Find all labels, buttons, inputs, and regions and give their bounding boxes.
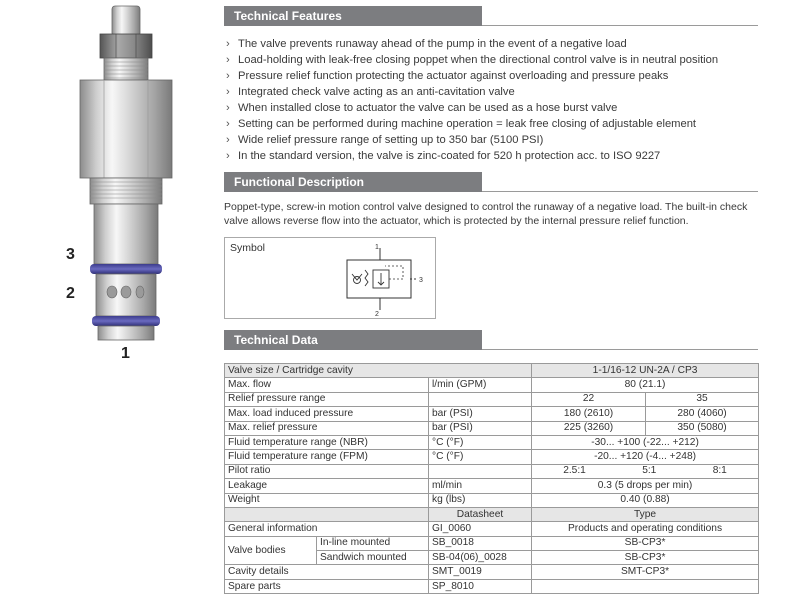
technical-data-heading: Technical Data	[224, 330, 482, 350]
pilot-ratio-value: 5:1	[642, 465, 657, 477]
table-row	[225, 579, 759, 593]
table-cell	[532, 579, 759, 593]
table-cell: 1-1/16-12 UN-2A / CP3	[532, 364, 759, 378]
functional-description-heading: Functional Description	[224, 172, 482, 192]
table-cell: 0.3 (5 drops per min)	[532, 479, 759, 493]
feature-item: › The valve prevents runaway ahead of the pump in the event of a negative load	[226, 38, 627, 50]
table-cell: SP_8010	[429, 579, 532, 593]
table-row	[225, 378, 759, 392]
feature-item: › When installed close to actuator the valve can be used as a hose burst valve	[226, 102, 618, 114]
table-cell: Leakage	[225, 479, 429, 493]
pilot-ratio-value: 2.5:1	[563, 465, 586, 477]
table-cell: SB-CP3*	[532, 536, 759, 550]
table-cell: General information	[225, 522, 429, 536]
features-list	[226, 36, 766, 164]
table-cell: Spare parts	[225, 579, 429, 593]
symbol-label: Symbol	[230, 242, 266, 254]
heading-rule	[482, 25, 758, 26]
symbol-port-3: 3	[419, 277, 423, 284]
feature-item: › Load-holding with leak-free closing poppet when the directional control valve is in neutral position	[226, 54, 719, 66]
table-cell: Max. flow	[225, 378, 429, 392]
feature-item: › Integrated check valve acting as an anti-cavitation valve	[226, 86, 515, 98]
table-cell: 22	[532, 392, 646, 406]
table-row	[225, 464, 759, 478]
table-cell: 225 (3260)	[532, 421, 646, 435]
table-cell: Max. load induced pressure	[225, 407, 429, 421]
table-cell: kg (lbs)	[429, 493, 532, 507]
port-label-3: 3	[66, 246, 75, 263]
table-cell: Datasheet	[429, 507, 532, 521]
table-cell: l/min (GPM)	[429, 378, 532, 392]
table-cell: SB-CP3*	[532, 551, 759, 565]
table-row	[225, 493, 759, 507]
valve-cartridge-image	[60, 0, 190, 370]
table-cell: Fluid temperature range (NBR)	[225, 435, 429, 449]
hydraulic-symbol-diagram	[325, 240, 435, 318]
table-cell: SMT-CP3*	[532, 565, 759, 579]
table-cell: 0.40 (0.88)	[532, 493, 759, 507]
functional-description-text: Poppet-type, screw-in motion control valve designed to control the runaway of a negative load. The built-in check valve allows reverse flow into the actuator, which is protected by the internal pressure relief function.	[224, 201, 748, 227]
heading-rule	[482, 349, 758, 350]
table-row	[225, 450, 759, 464]
table-cell	[532, 464, 759, 478]
table-cell	[429, 464, 532, 478]
table-row	[225, 364, 759, 378]
feature-item: › Pressure relief function protecting the actuator against overloading and pressure peaks	[226, 70, 669, 82]
feature-item: › Wide relief pressure range of setting up to 350 bar (5100 PSI)	[226, 134, 544, 146]
table-row	[225, 392, 759, 406]
table-cell: Relief pressure range	[225, 392, 429, 406]
table-row	[225, 479, 759, 493]
table-cell: Type	[532, 507, 759, 521]
table-cell: 180 (2610)	[532, 407, 646, 421]
table-cell: Weight	[225, 493, 429, 507]
pilot-ratio-value: 8:1	[712, 465, 727, 477]
table-cell: SB-04(06)_0028	[429, 551, 532, 565]
table-cell	[225, 507, 429, 521]
table-cell: -20... +120 (-4... +248)	[532, 450, 759, 464]
hydraulic-symbol-box	[224, 237, 436, 319]
symbol-port-2: 2	[375, 311, 379, 318]
table-cell: °C (°F)	[429, 435, 532, 449]
symbol-port-1: 1	[375, 244, 379, 251]
table-cell: Cavity details	[225, 565, 429, 579]
table-cell: Pilot ratio	[225, 464, 429, 478]
table-cell: °C (°F)	[429, 450, 532, 464]
table-row	[225, 536, 759, 550]
table-row	[225, 421, 759, 435]
table-cell: 280 (4060)	[646, 407, 759, 421]
table-cell: In-line mounted	[317, 536, 429, 550]
table-row	[225, 565, 759, 579]
table-cell	[429, 392, 532, 406]
table-cell: bar (PSI)	[429, 421, 532, 435]
table-cell: 80 (21.1)	[532, 378, 759, 392]
table-cell: Valve bodies	[225, 536, 317, 565]
table-cell: bar (PSI)	[429, 407, 532, 421]
table-cell: Valve size / Cartridge cavity	[225, 364, 532, 378]
technical-features-heading: Technical Features	[224, 6, 482, 26]
table-row	[225, 522, 759, 536]
table-cell: 350 (5080)	[646, 421, 759, 435]
table-cell: SB_0018	[429, 536, 532, 550]
table-cell: Products and operating conditions	[532, 522, 759, 536]
table-cell: SMT_0019	[429, 565, 532, 579]
port-label-2: 2	[66, 285, 75, 302]
table-row	[225, 507, 759, 521]
table-row	[225, 435, 759, 449]
table-row	[225, 407, 759, 421]
table-cell: -30... +100 (-22... +212)	[532, 435, 759, 449]
technical-data-table	[224, 363, 759, 594]
port-label-1: 1	[121, 345, 130, 362]
feature-item: › In the standard version, the valve is zinc-coated for 520 h protection acc. to ISO 9227	[226, 150, 661, 162]
table-cell: ml/min	[429, 479, 532, 493]
table-cell: Fluid temperature range (FPM)	[225, 450, 429, 464]
feature-item: › Setting can be performed during machine operation = leak free closing of adjustable element	[226, 118, 697, 130]
heading-rule	[482, 191, 758, 192]
table-cell: Sandwich mounted	[317, 551, 429, 565]
table-cell: Max. relief pressure	[225, 421, 429, 435]
table-cell: GI_0060	[429, 522, 532, 536]
table-cell: 35	[646, 392, 759, 406]
